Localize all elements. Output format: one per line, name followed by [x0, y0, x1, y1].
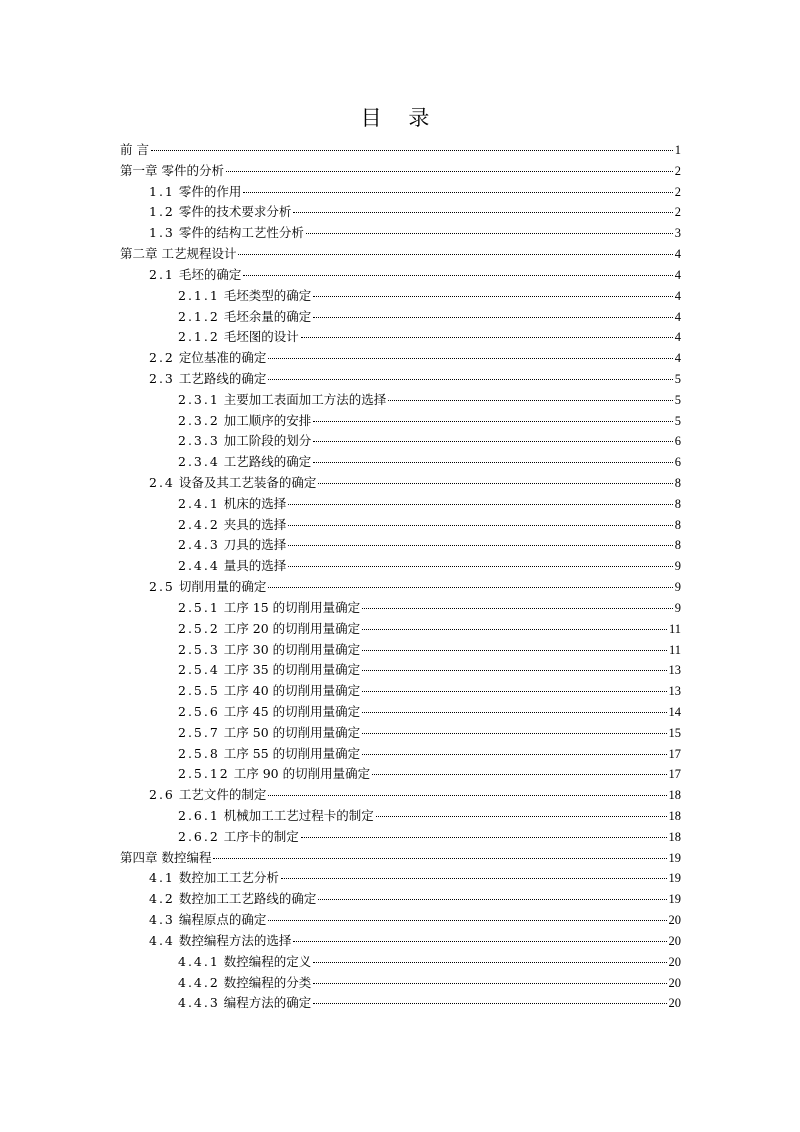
dot-leader: [268, 379, 672, 380]
toc-entry-page: 9: [674, 559, 681, 574]
toc-entry-number: 1.3: [149, 225, 175, 241]
toc-entry-text: 夹具的选择: [223, 516, 287, 532]
toc-entry-page: 2: [674, 184, 681, 199]
dot-leader: [226, 171, 673, 172]
toc-entry-text: 数控编程的分类: [223, 974, 312, 990]
toc-entry-text: 工序卡的制定: [223, 828, 299, 844]
toc-entry-page: 20: [668, 996, 681, 1011]
toc-entry-page: 13: [668, 684, 681, 699]
toc-entry-page: 5: [674, 371, 681, 386]
toc-entry-text: 加工顺序的安排: [223, 412, 312, 428]
toc-entry[interactable]: [120, 244, 681, 265]
toc-entry[interactable]: [120, 723, 681, 744]
toc-entry-label: [178, 681, 360, 702]
toc-entry-text: 定位基准的确定: [178, 350, 267, 366]
toc-entry-page: 19: [668, 871, 681, 886]
toc-entry-text: 编程方法的确定: [223, 995, 312, 1011]
toc-entry-label: [178, 535, 286, 556]
toc-entry-label: [178, 827, 299, 848]
toc-entry-page: 8: [674, 538, 681, 553]
toc-entry-label: [178, 452, 311, 473]
toc-entry-label: [149, 577, 266, 598]
toc-entry-page: 8: [674, 496, 681, 511]
toc-entry-number: 2.4.3: [178, 537, 220, 553]
toc-entry-page: 9: [674, 600, 681, 615]
toc-entry-number: 2.5.5: [178, 683, 220, 699]
toc-entry[interactable]: [120, 390, 681, 411]
dot-leader: [313, 962, 666, 963]
toc-entry-text: 毛坯类型的确定: [223, 287, 312, 303]
toc-entry-label: [149, 931, 291, 952]
dot-leader: [151, 150, 673, 151]
toc-entry[interactable]: [120, 681, 681, 702]
toc-entry-text: 零件的结构工艺性分析: [178, 225, 304, 241]
toc-entry-label: [149, 473, 316, 494]
toc-entry[interactable]: [120, 307, 681, 328]
toc-entry-label: [149, 369, 266, 390]
toc-entry-label: [178, 598, 360, 619]
toc-entry-page: 20: [668, 933, 681, 948]
toc-entry[interactable]: [120, 265, 681, 286]
toc-entry-page: 19: [668, 892, 681, 907]
toc-entry-text: 毛坯的确定: [178, 266, 242, 282]
toc-entry[interactable]: [120, 931, 681, 952]
toc-entry-label: [149, 265, 241, 286]
toc-entry[interactable]: [120, 702, 681, 723]
toc-entry-label: [149, 348, 266, 369]
toc-entry-text: 工序 35 的切削用量确定: [223, 662, 361, 678]
dot-leader: [318, 899, 666, 900]
toc-entry-text: 工序 55 的切削用量确定: [223, 745, 361, 761]
toc-entry-label: [178, 619, 360, 640]
toc-entry-label: [178, 660, 360, 681]
dot-leader: [281, 878, 667, 879]
toc-entry-label: [149, 223, 304, 244]
toc-entry-text: 加工阶段的划分: [223, 433, 312, 449]
toc-entry-page: 4: [674, 351, 681, 366]
toc-entry-number: 4.3: [149, 912, 175, 928]
toc-entry-label: [120, 161, 224, 182]
toc-entry-page: 8: [674, 517, 681, 532]
toc-entry-page: 18: [668, 788, 681, 803]
dot-leader: [313, 983, 666, 984]
dot-leader: [362, 650, 667, 651]
toc-entry-text: 毛坯图的设计: [223, 329, 299, 345]
dot-leader: [362, 712, 666, 713]
toc-entry-page: 11: [668, 621, 681, 636]
toc-entry-number: 2.3.3: [178, 433, 220, 449]
toc-entry-number: 2.5.2: [178, 620, 220, 636]
toc-entry-text: 工艺路线的确定: [178, 370, 267, 386]
toc-entry-page: 14: [668, 704, 681, 719]
dot-leader: [301, 337, 673, 338]
toc-entry-number: 2.5.7: [178, 724, 220, 740]
toc-entry[interactable]: [120, 598, 681, 619]
toc-entry-page: 18: [668, 829, 681, 844]
toc-entry-page: 5: [674, 413, 681, 428]
dot-leader: [362, 629, 667, 630]
toc-entry-text: 工序 20 的切削用量确定: [223, 620, 361, 636]
toc-entry[interactable]: [120, 223, 681, 244]
toc-entry-label: [149, 910, 266, 931]
toc-entry-text: 设备及其工艺装备的确定: [178, 475, 317, 490]
dot-leader: [313, 1003, 666, 1004]
toc-entry-page: 19: [668, 850, 681, 865]
toc-entry-number: 2.1.2: [178, 329, 220, 345]
toc-entry-text: 第二章 工艺规程设计: [120, 246, 237, 262]
toc-entry[interactable]: [120, 764, 681, 785]
toc-entry-page: 4: [674, 330, 681, 345]
dot-leader: [313, 441, 672, 442]
toc-entry[interactable]: [120, 286, 681, 307]
toc-entry-number: 2.4.1: [178, 495, 220, 511]
toc-entry[interactable]: [120, 827, 681, 848]
toc-entry-page: 4: [674, 288, 681, 303]
toc-entry[interactable]: [120, 577, 681, 598]
toc-entry[interactable]: [120, 660, 681, 681]
toc-entry-text: 工序 15 的切削用量确定: [223, 599, 361, 615]
dot-leader: [376, 816, 667, 817]
toc-entry-page: 4: [674, 309, 681, 324]
toc-entry-number: 2.3: [149, 370, 175, 386]
toc-entry-page: 2: [674, 163, 681, 178]
toc-entry-label: [178, 993, 311, 1014]
toc-entry-page: 6: [674, 434, 681, 449]
toc-entry[interactable]: [120, 348, 681, 369]
toc-entry-number: 1.1: [149, 183, 175, 199]
toc-entry-text: 主要加工表面加工方法的选择: [223, 391, 387, 407]
toc-entry-label: [178, 307, 311, 328]
toc-entry[interactable]: [120, 556, 681, 577]
toc-entry-page: 4: [674, 247, 681, 262]
toc-entry-text: 前 言: [120, 142, 149, 157]
toc-entry-label: [178, 806, 374, 827]
toc-entry-number: 4.1: [149, 870, 175, 886]
dot-leader: [388, 400, 672, 401]
toc-entry[interactable]: [120, 411, 681, 432]
toc-entry-number: 2.1.2: [178, 308, 220, 324]
dot-leader: [372, 774, 666, 775]
toc-entry-page: 8: [674, 476, 681, 490]
toc-entry-text: 数控编程方法的选择: [178, 932, 292, 948]
toc-entry[interactable]: [120, 952, 681, 973]
dot-leader: [268, 587, 672, 588]
dot-leader: [313, 421, 672, 422]
toc-entry[interactable]: [120, 494, 681, 515]
toc-entry-number: 4.4.3: [178, 995, 220, 1011]
toc-entry[interactable]: [120, 993, 681, 1014]
toc-entry-number: 2.5.3: [178, 641, 220, 657]
toc-entry[interactable]: [120, 640, 681, 661]
toc-entry[interactable]: [120, 848, 681, 869]
toc-entry-number: 2.5.8: [178, 745, 220, 761]
toc-entry-number: 2.2: [149, 350, 175, 366]
toc-entry-label: [178, 556, 286, 577]
toc-entry[interactable]: [120, 535, 681, 556]
toc-entry-text: 工艺路线的确定: [223, 454, 312, 470]
toc-entry[interactable]: [120, 744, 681, 765]
toc-entry-page: 17: [668, 767, 681, 782]
toc-entry-text: 机床的选择: [223, 495, 287, 511]
toc-entry-number: 4.4.1: [178, 953, 220, 969]
toc-entry-text: 工序 50 的切削用量确定: [223, 724, 361, 740]
toc-entry[interactable]: [120, 327, 681, 348]
toc-entry-text: 切削用量的确定: [178, 579, 267, 595]
toc-entry-label: [178, 431, 311, 452]
toc-entry-page: 20: [668, 975, 681, 990]
toc-entry-page: 18: [668, 809, 681, 823]
toc-entry-number: 2.6.1: [178, 808, 220, 823]
toc-entry-label: [178, 327, 299, 348]
dot-leader: [268, 920, 666, 921]
toc-entry[interactable]: [120, 785, 681, 806]
toc-entry-label: [178, 640, 360, 661]
toc-entry-number: 2.5.12: [178, 766, 230, 782]
toc-entry-number: 1.2: [149, 204, 175, 220]
toc-entry-text: 零件的作用: [178, 183, 242, 199]
toc-entry-number: 4.4: [149, 932, 175, 948]
dot-leader: [243, 275, 672, 276]
toc-entry-page: 3: [674, 226, 681, 241]
toc-entry-number: 2.4: [149, 475, 175, 490]
toc-entry-page: 17: [668, 746, 681, 761]
toc-entry-number: 4.4.2: [178, 974, 220, 990]
toc-entry-label: [149, 202, 291, 223]
toc-entry-label: [178, 723, 360, 744]
toc-entry[interactable]: [120, 369, 681, 390]
toc-entry-page: 6: [674, 455, 681, 470]
toc-entry-page: 4: [674, 267, 681, 282]
toc-entry-text: 数控编程的定义: [223, 953, 312, 969]
toc-entry-text: 编程原点的确定: [178, 912, 267, 928]
toc-entry-label: [178, 494, 286, 515]
dot-leader: [268, 358, 672, 359]
toc-entry-text: 刀具的选择: [223, 537, 287, 553]
toc-entry[interactable]: [120, 619, 681, 640]
toc-entry-text: 数控加工工艺分析: [178, 870, 279, 886]
dot-leader: [288, 566, 672, 567]
toc-entry-label: [149, 785, 266, 806]
dot-leader: [362, 670, 666, 671]
toc-entry[interactable]: [120, 182, 681, 203]
toc-entry-label: [120, 848, 211, 869]
dot-leader: [313, 462, 672, 463]
toc-entry-text: 工序 30 的切削用量确定: [223, 641, 361, 657]
toc-entry-text: 工艺文件的制定: [178, 787, 267, 803]
toc-entry-label: [178, 411, 311, 432]
toc-entry-label: [178, 702, 360, 723]
toc-entry-label: [120, 140, 149, 161]
toc-entry-label: [178, 764, 370, 785]
toc-entry-text: 第四章 数控编程: [120, 849, 212, 865]
dot-leader: [362, 608, 673, 609]
toc-entry-text: 工序 45 的切削用量确定: [223, 703, 361, 719]
toc-entry[interactable]: [120, 202, 681, 223]
dot-leader: [301, 837, 667, 838]
toc-entry-number: 2.4.2: [178, 516, 220, 532]
toc-entry-number: 2.5: [149, 579, 175, 595]
toc-entry[interactable]: [120, 161, 681, 182]
toc-entry-text: 第一章 零件的分析: [120, 162, 224, 178]
toc-entry-label: [149, 182, 241, 203]
toc-entry-number: 2.3.2: [178, 412, 220, 428]
toc-entry-page: 5: [674, 392, 681, 407]
dot-leader: [313, 317, 672, 318]
toc-entry[interactable]: [120, 140, 681, 161]
toc-entry-text: 数控加工工艺路线的确定: [178, 891, 317, 907]
toc-entry-text: 机械加工工艺过程卡的制定: [223, 808, 374, 823]
toc-entry[interactable]: [120, 515, 681, 536]
toc-entry-label: [178, 952, 311, 973]
toc-entry-number: 2.1: [149, 266, 175, 282]
toc-entry-page: 9: [674, 580, 681, 595]
table-of-contents: [120, 140, 681, 1014]
toc-entry-page: 11: [668, 642, 681, 657]
toc-entry[interactable]: [120, 431, 681, 452]
toc-entry-label: [149, 889, 316, 910]
toc-entry[interactable]: [120, 868, 681, 889]
toc-entry[interactable]: [120, 910, 681, 931]
toc-entry[interactable]: [120, 889, 681, 910]
toc-entry-label: [178, 744, 360, 765]
toc-entry-page: 2: [674, 205, 681, 220]
dot-leader: [213, 858, 666, 859]
toc-entry-text: 工序 40 的切削用量确定: [223, 683, 361, 699]
toc-entry[interactable]: [120, 973, 681, 994]
toc-entry-text: 量具的选择: [223, 558, 287, 574]
toc-entry-label: [178, 390, 386, 411]
toc-entry-label: [149, 868, 279, 889]
toc-entry-text: 工序 90 的切削用量确定: [233, 766, 371, 782]
dot-leader: [243, 192, 672, 193]
toc-entry-page: 15: [668, 725, 681, 740]
toc-entry-label: [178, 286, 311, 307]
toc-entry[interactable]: [120, 473, 681, 494]
toc-entry-label: [178, 973, 311, 994]
toc-entry-number: 2.5.1: [178, 599, 220, 615]
toc-entry[interactable]: [120, 452, 681, 473]
toc-entry-page: 13: [668, 663, 681, 678]
dot-leader: [362, 733, 666, 734]
dot-leader: [288, 525, 672, 526]
toc-entry-page: 20: [668, 954, 681, 969]
toc-entry-number: 2.5.4: [178, 662, 220, 678]
toc-entry-number: 2.1.1: [178, 287, 220, 303]
toc-entry-label: [120, 244, 236, 265]
toc-entry-number: 2.3.1: [178, 391, 220, 407]
dot-leader: [238, 254, 672, 255]
toc-entry-number: 2.5.6: [178, 703, 220, 719]
toc-entry-page: 20: [668, 913, 681, 928]
dot-leader: [362, 754, 666, 755]
dot-leader: [362, 691, 666, 692]
toc-title: 目 录: [360, 106, 440, 130]
toc-entry-number: 2.6: [149, 787, 175, 803]
dot-leader: [293, 941, 666, 942]
toc-entry-number: 2.6.2: [178, 828, 220, 844]
toc-entry-text: 毛坯余量的确定: [223, 308, 312, 324]
dot-leader: [318, 483, 672, 484]
dot-leader: [306, 233, 673, 234]
dot-leader: [288, 504, 672, 505]
toc-entry-page: 1: [674, 143, 681, 157]
toc-entry-label: [178, 515, 286, 536]
toc-entry-text: 零件的技术要求分析: [178, 204, 292, 220]
toc-entry-number: 2.4.4: [178, 558, 220, 574]
dot-leader: [288, 545, 672, 546]
toc-entry-number: 4.2: [149, 891, 175, 907]
dot-leader: [313, 296, 672, 297]
toc-entry[interactable]: [120, 806, 681, 827]
dot-leader: [268, 795, 666, 796]
dot-leader: [293, 212, 672, 213]
toc-entry-number: 2.3.4: [178, 454, 220, 470]
